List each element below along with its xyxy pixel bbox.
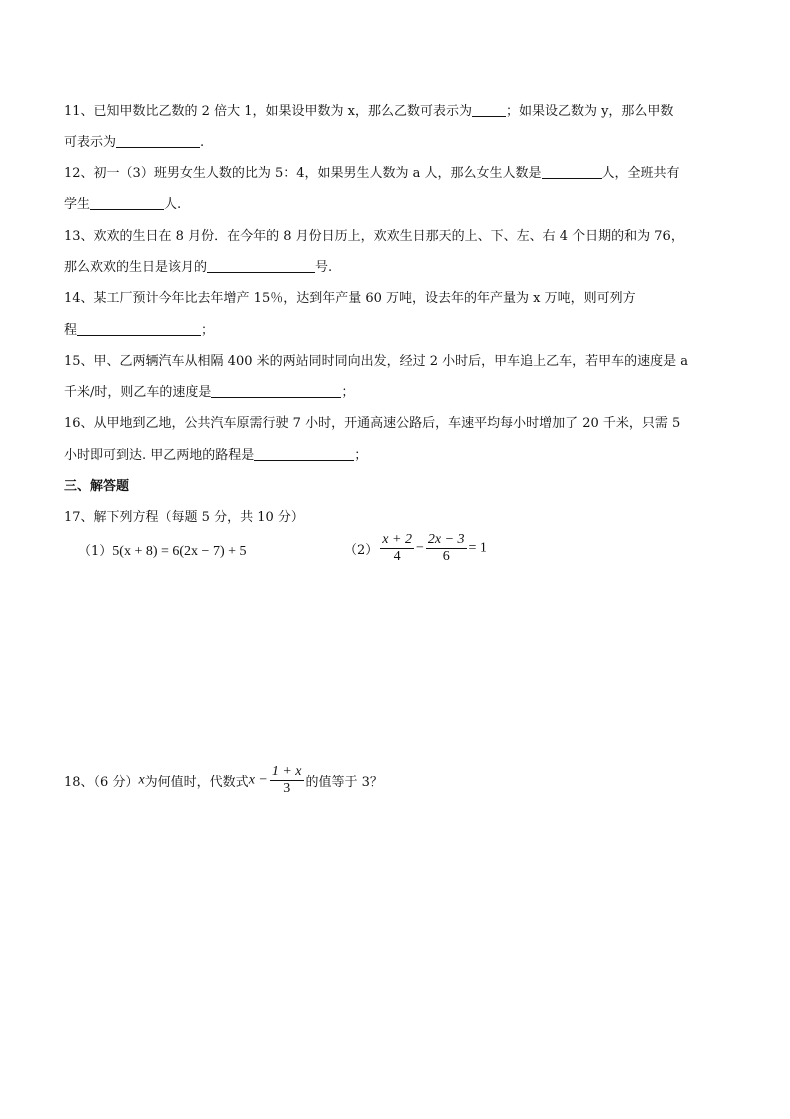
q16-text-a: 16、从甲地到乙地，公共汽车原需行驶 7 小时，开通高速公路后，车速平均每小时增加了 20 千米，只需 5 [64,416,681,431]
question-13-line-1 [64,229,684,245]
q12-blank-1[interactable] [542,166,602,179]
question-16-line-2 [64,448,367,464]
q12-text-a: 12、初一（3）班男女生人数的比为 5：4，如果男生人数为 a 人，那么女生人数是 [64,166,542,181]
q14-blank[interactable] [77,323,201,336]
q11-blank-2[interactable] [116,135,200,148]
q12-text-d: 人. [164,197,182,212]
section-heading: 三、解答题 [64,479,130,494]
q17-p2-den1: 4 [393,549,401,564]
q12-blank-2[interactable] [90,197,164,210]
q18-fraction [270,764,304,797]
q17-part-2 [344,532,487,565]
q18-expr-x: x − [248,772,268,788]
q17-p1-label: （1） [78,544,113,559]
question-14-line-1 [64,291,636,307]
q18-mid: 为何值时，代数式 [144,775,249,790]
question-18 [64,764,383,797]
q17-p2-num2: 2x − 3 [427,532,465,547]
q18-var: x [138,772,145,788]
question-17-title: 17、解下列方程（每题 5 分，共 10 分） [64,510,304,525]
q17-p2-fraction-2 [426,532,467,565]
question-11-line-1 [64,104,673,120]
q13-blank[interactable] [207,260,315,273]
q12-text-c: 学生 [64,197,91,212]
q17-p2-minus: − [415,540,424,556]
question-12-line-2 [64,197,181,213]
question-14-line-2 [64,323,214,339]
q17-p2-label: （2） [344,543,379,558]
q18-den: 3 [283,781,291,796]
q16-text-b: 小时即可到达. 甲乙两地的路程是 [64,448,255,463]
question-11-line-2 [64,135,204,151]
q15-text-c: ； [341,385,355,400]
q11-text-c: 可表示为 [64,135,117,150]
q17-p2-rhs: = 1 [468,540,487,556]
q13-text-a: 13、欢欢的生日在 8 月份．在今年的 8 月份日历上，欢欢生日那天的上、下、左、右 4 个日期的和为 76， [64,229,684,244]
q12-text-b: 人，全班共有 [601,166,680,181]
q17-part-1 [78,544,247,560]
q11-blank-1[interactable] [472,104,506,117]
q14-text-a: 14、某工厂预计今年比去年增产 15％，达到年产量 60 万吨，设去年的年产量为 x 万吨，则可列方 [64,291,636,306]
q15-text-b: 千米/时，则乙车的速度是 [64,385,212,400]
q18-num: 1 + x [271,764,302,779]
question-13-line-2 [64,260,332,276]
q11-text-d: . [200,135,205,150]
q15-blank[interactable] [211,385,341,398]
q17-p2-num1: x + 2 [382,532,412,547]
q13-text-c: 号. [315,260,333,275]
question-12-line-1 [64,166,680,182]
q17-p1-equation: 5(x + 8) = 6(2x − 7) + 5 [112,544,247,559]
q17-p2-fraction-1 [380,532,414,565]
q14-text-b: 程 [64,323,78,338]
q15-text-a: 15、甲、乙两辆汽车从相隔 400 米的两站同时同向出发，经过 2 小时后，甲车追上乙车，若甲车的速度是 a [64,354,689,369]
q18-suffix: 的值等于 3？ [305,775,383,790]
q11-text-b: ；如果设乙数为 y，那么甲数 [505,104,674,119]
question-15-line-2 [64,385,354,401]
q17-p2-den2: 6 [442,549,450,564]
q14-text-c: ； [201,323,215,338]
question-16-line-1 [64,416,680,432]
question-15-line-1 [64,354,688,370]
q18-prefix: 18、（6 分） [64,775,139,790]
q13-text-b: 那么欢欢的生日是该月的 [64,260,208,275]
q16-text-c: ； [354,448,368,463]
q16-blank[interactable] [254,448,354,461]
q11-text-a: 11、已知甲数比乙数的 2 倍大 1，如果设甲数为 x，那么乙数可表示为 [64,104,472,119]
